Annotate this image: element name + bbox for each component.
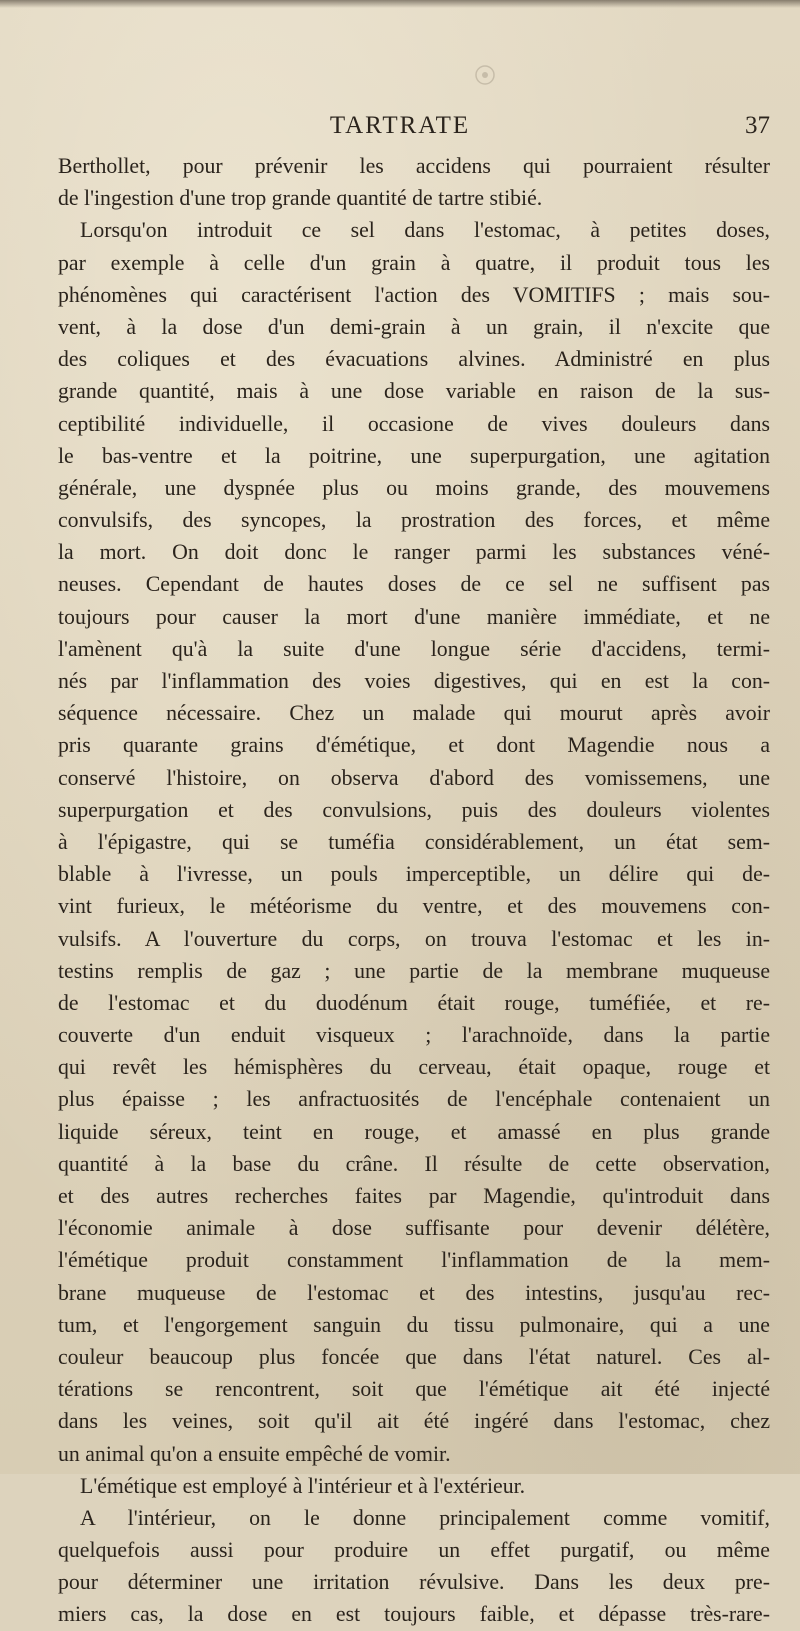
text-line: grande quantité, mais à une dose variable en raison de la sus- xyxy=(58,379,770,404)
text-line: L'émétique est employé à l'intérieur et à l'extérieur. xyxy=(80,1473,526,1498)
text-line: à l'épigastre, qui se tuméfia considérablement, un état sem- xyxy=(58,829,770,854)
text-line: qui revêt les hémisphères du cerveau, était opaque, rouge et xyxy=(58,1055,770,1080)
text-line: Berthollet, pour prévenir les accidens qui pourraient résulter xyxy=(58,154,770,178)
text-line: par exemple à celle d'un grain à quatre, il produit tous les xyxy=(58,250,770,275)
page-top-shadow xyxy=(0,0,800,8)
text-line: plus épaisse ; les anfractuosités de l'encéphale contenaient un xyxy=(58,1087,770,1112)
text-line: liquide séreux, teint en rouge, et amassé en plus grande xyxy=(58,1119,770,1144)
text-line: neuses. Cependant de hautes doses de ce sel ne suffisent pas xyxy=(58,572,770,597)
text-line: de l'ingestion d'une trop grande quantité de tartre stibié. xyxy=(58,186,543,211)
text-line: couverte d'un enduit visqueux ; l'arachnoïde, dans la partie xyxy=(58,1023,770,1048)
text-line: superpurgation et des convulsions, puis des douleurs violentes xyxy=(58,797,770,822)
text-line: l'amènent qu'à la suite d'une longue série d'accidens, termi- xyxy=(58,636,770,661)
text-line: la mort. On doit donc le ranger parmi les substances véné- xyxy=(58,540,770,565)
text-line: ceptibilité individuelle, il occasione de vives douleurs dans xyxy=(58,411,770,436)
text-line: toujours pour causer la mort d'une manière immédiate, et ne xyxy=(58,604,770,629)
page-number: 37 xyxy=(745,112,770,139)
text-line: Lorsqu'on introduit ce sel dans l'estomac, à petites doses, xyxy=(80,218,770,243)
text-line: térations se rencontrent, soit que l'émétique ait été injecté xyxy=(58,1377,770,1402)
text-line: pour déterminer une irritation révulsive. Dans les deux pre- xyxy=(58,1570,770,1595)
text-line: A l'intérieur, on le donne principalement comme vomitif, xyxy=(80,1505,770,1530)
text-line: dans les veines, soit qu'il ait été ingéré dans l'estomac, chez xyxy=(58,1409,770,1434)
text-line: couleur beaucoup plus foncée que dans l'état naturel. Ces al- xyxy=(58,1344,770,1369)
text-line: l'émétique produit constamment l'inflammation de la mem- xyxy=(58,1248,770,1273)
text-line: phénomènes qui caractérisent l'action des VOMITIFS ; mais sou- xyxy=(58,282,770,307)
text-line: séquence nécessaire. Chez un malade qui mourut après avoir xyxy=(58,701,770,726)
text-line: blable à l'ivresse, un pouls imperceptible, un délire qui de- xyxy=(58,862,770,887)
text-line: des coliques et des évacuations alvines. Administré en plus xyxy=(58,347,770,372)
text-line: un animal qu'on a ensuite empêché de vomir. xyxy=(58,1441,451,1466)
text-line: pris quarante grains d'émétique, et dont Magendie nous a xyxy=(58,733,770,758)
text-line: conservé l'histoire, on observa d'abord des vomissemens, une xyxy=(58,765,770,790)
text-line: de l'estomac et du duodénum était rouge, tuméfiée, et re- xyxy=(58,990,770,1015)
text-line: tum, et l'engorgement sanguin du tissu pulmonaire, qui a une xyxy=(58,1312,770,1337)
running-head xyxy=(0,112,800,146)
text-line: miers cas, la dose en est toujours faible, et dépasse très-rare- xyxy=(58,1602,770,1627)
text-line: et des autres recherches faites par Magendie, qu'introduit dans xyxy=(58,1184,770,1208)
text-line: l'économie animale à dose suffisante pour devenir délétère, xyxy=(58,1216,770,1241)
text-line: vulsifs. A l'ouverture du corps, on trouva l'estomac et les in- xyxy=(58,926,770,951)
text-line: convulsifs, des syncopes, la prostration des forces, et même xyxy=(58,508,770,533)
text-line: vent, à la dose d'un demi-grain à un grain, il n'excite que xyxy=(58,314,770,339)
text-line: vint furieux, le météorisme du ventre, et des mouvemens con- xyxy=(58,894,770,919)
text-line: le bas-ventre et la poitrine, une superpurgation, une agitation xyxy=(58,443,770,468)
stain-mark-icon xyxy=(470,60,500,90)
body-text xyxy=(58,150,770,1631)
text-line: nés par l'inflammation des voies digestives, qui en est la con- xyxy=(58,669,770,693)
text-line: quantité à la base du crâne. Il résulte de cette observation, xyxy=(58,1151,770,1176)
text-line: quelquefois aussi pour produire un effet purgatif, ou même xyxy=(58,1538,770,1563)
text-line: testins remplis de gaz ; une partie de la membrane muqueuse xyxy=(58,958,770,983)
text-line: générale, une dyspnée plus ou moins grande, des mouvemens xyxy=(58,475,770,500)
text-line: brane muqueuse de l'estomac et des intestins, jusqu'au rec- xyxy=(58,1280,770,1305)
running-title: TARTRATE xyxy=(329,112,471,139)
